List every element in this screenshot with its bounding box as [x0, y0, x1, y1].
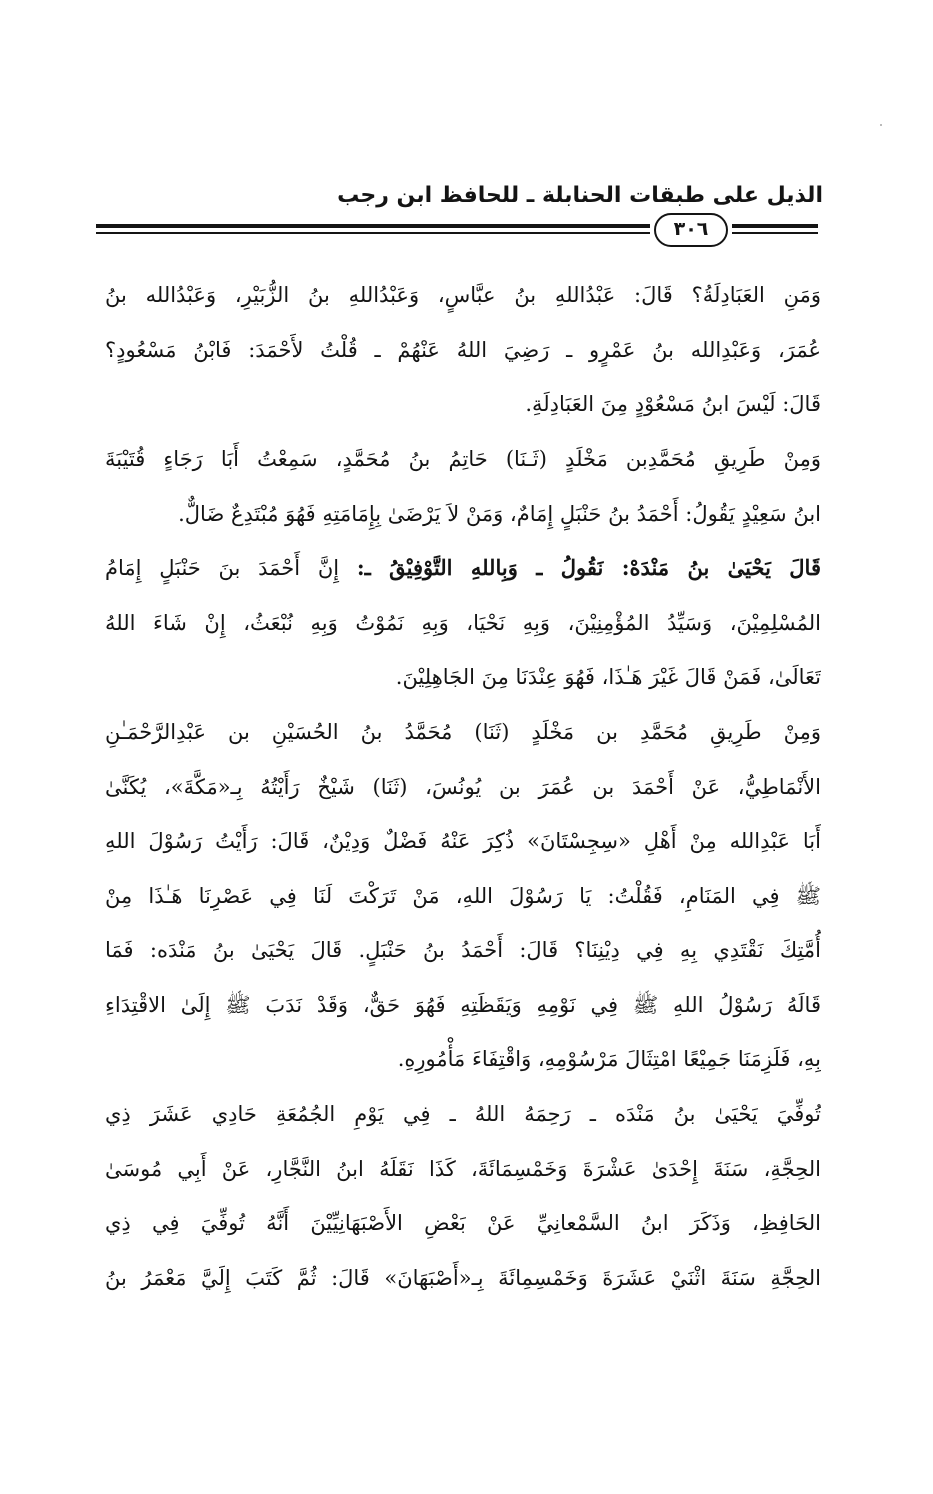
text-line: قَالَهُ رَسُوْلُ اللهِ ﷺ فِي نَوْمِهِ وَيَقَظَتِهِ فَهُوَ حَقٌّ، وَقَدْ نَدَبَ ﷺ إِلَىٰ الاقْتِدَاءِ	[105, 992, 821, 1017]
text-line: الحِجَّةِ سَنَةَ اثْنَيْ عَشَرَةَ وَخَمْسِمِائَةَ بِـ«أَصْبَهَانَ» قَالَ: ثُمَّ كَتَبَ إِلَيَّ مَعْمَرُ بنُ	[105, 1265, 821, 1290]
header-rule-left-thin	[96, 232, 650, 234]
bold-phrase: قَالَ يَحْيَىٰ بنُ مَنْدَهْ: نَقُولُ ـ وَبِاللهِ التَّوْفِيْقُ ـ:	[356, 555, 821, 580]
text-line: بِهِ، فَلَزِمَنَا جَمِيْعًا امْتِثَالَ مَرْسُوْمِهِ، وَاقْتِفَاءَ مَأْمُورِهِ.	[397, 1047, 821, 1071]
text-line: ﷺ فِي المَنَامِ، فَقُلْتُ: يَا رَسُوْلَ اللهِ، مَنْ تَرَكْتَ لَنَا فِي عَصْرِنَا هَـٰذَا مِنْ	[105, 883, 821, 908]
text-line: وَمِنْ طَرِيقِ مُحَمَّدِبن مَخْلَدٍ (ثَـنَا) حَاتِمُ بنُ مُحَمَّدٍ، سَمِعْتُ أَبَا رَجَاءٍ قُتَيْبَةَ	[105, 447, 821, 471]
text-line: عُمَرَ، وَعَبْدِالله بنُ عَمْرٍو ـ رَضِيَ اللهُ عَنْهُمْ ـ قُلْتُ لأَحْمَدَ: فَابْنُ مَسْعُودٍ؟	[105, 337, 821, 362]
paragraph-qutayba	[105, 432, 821, 541]
header-rule-right-thin	[732, 232, 818, 234]
text-line: الحِجَّةِ، سَنَةَ إِحْدَىٰ عَشْرَةَ وَخَمْسِمَائَةَ، كَذَا نَقَلَهُ ابنُ النَّجَّارِ، عَنْ أَبِي مُوسَىٰ	[105, 1156, 821, 1181]
text-line: تَعَالَىٰ، فَمَنْ قَالَ غَيْرَ هَـٰذَا، فَهُوَ عِنْدَنَا مِنَ الجَاهِلِيْنَ.	[395, 665, 821, 689]
header-rule-left-thick	[96, 224, 650, 228]
running-header-title: الذيل على طبقات الحنابلة ـ للحافظ ابن رجب	[337, 183, 823, 208]
margin-dot	[880, 124, 882, 126]
paragraph-abadila	[105, 268, 821, 432]
page-number: ٣٠٦	[654, 213, 728, 247]
text-line: الحَافِظِ، وَذَكَرَ ابنُ السَّمْعانِيِّ عَنْ بَعْضِ الأَصْبَهَانِيِّيْنَ أَنَّهُ تُوفِّيَ فِي ذِي	[105, 1211, 821, 1235]
text-line: تُوفِّيَ يَحْيَىٰ بنُ مَنْدَه ـ رَحِمَهُ اللهُ ـ فِي يَوْمِ الجُمُعَةِ حَادِي عَشَرَ ذِي	[105, 1102, 821, 1126]
text-line: وَمَنِ العَبَادِلَةُ؟ قَالَ: عَبْدُاللهِ بنُ عبَّاسٍ، وَعَبْدُاللهِ بنُ الزُّبَيْرِ، وَعَبْدُالله بنُ	[105, 283, 821, 307]
text-line: المُسْلِمِيْنَ، وَسَيِّدُ المُؤْمِنِيْنَ، وَبِهِ نَحْيَا، وَبِهِ نَمُوْتُ وَبِهِ نُبْعَثُ، إِنْ شَاءَ اللهُ	[105, 610, 821, 635]
header-rule-right-thick	[732, 224, 818, 228]
text-line: أُمَّتِكَ نَقْتَدِي بِهِ فِي دِيْنِنَا؟ قَالَ: أَحْمَدُ بنُ حَنْبَلٍ. قَالَ يَحْيَىٰ بنُ مَنْدَه: فَمَا	[105, 938, 821, 962]
paragraph-death-date	[105, 1087, 821, 1305]
text-line: قَالَ: لَيْسَ ابنُ مَسْعُوْدٍ مِنَ العَبَادِلَةِ.	[525, 392, 821, 416]
line-remainder: إِنَّ أَحْمَدَ بنَ حَنْبَلٍ إِمَامُ	[105, 556, 357, 580]
paragraph-ibn-mandah-statement	[105, 541, 821, 705]
text-line: ابنُ سَعِيْدٍ يَقُولُ: أَحْمَدُ بنُ حَنْبَلٍ إِمَامٌ، وَمَنْ لاَ يَرْضَىٰ بِإِمَامَتِهِ فَهُوَ مُبْتَدِعٌ ضَالٌّ.	[178, 501, 821, 526]
text-line-bold-start	[105, 541, 821, 596]
text-line: أَبَا عَبْدِالله مِنْ أَهْلِ «سِجِسْتَانَ» ذُكِرَ عَنْهُ فَضْلٌ وَدِيْنٌ، قَالَ: رَأَيْتُ رَسُوْلَ اللهِ	[105, 829, 821, 853]
text-line: الأَنْمَاطِيُّ، عَنْ أَحْمَدَ بن عُمَرَ بن يُونُسَ، (ثَنَا) شَيْخٌ رَأَيْتُهُ بِـ«مَكَّةَ»، يُكَنَّىٰ	[105, 774, 821, 799]
paragraph-dream-narration	[105, 705, 821, 1087]
text-line: وَمِنْ طَرِيقِ مُحَمَّدِ بن مَخْلَدٍ (ثَنَا) مُحَمَّدُ بنُ الحُسَيْنِ بن عَبْدِالرَّحْمَـٰنِ	[105, 720, 821, 744]
